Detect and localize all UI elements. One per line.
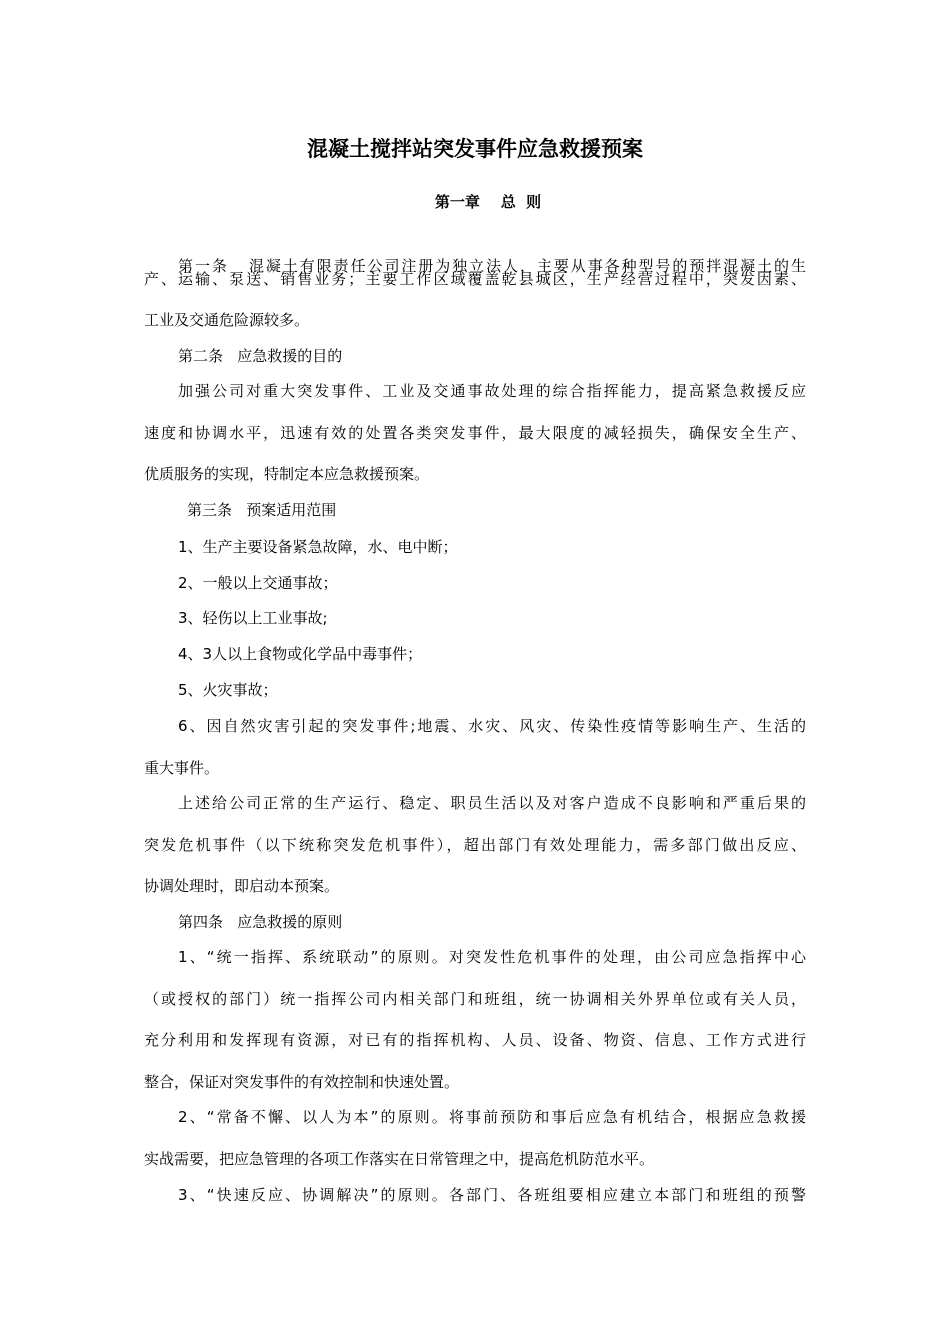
paragraph-line: 第二条 应急救援的目的 [178, 347, 343, 365]
paragraph-line: 重大事件。 [144, 759, 220, 777]
paragraph-line: 协调处理时，即启动本预案。 [144, 877, 340, 895]
paragraph-line: 第一条 混凝土有限责任公司注册为独立法人，主要从事各种型号的预拌混凝土的生 [178, 257, 806, 275]
paragraph-line: 6、因自然灾害引起的突发事件;地震、水灾、风灾、传染性疫情等影响生产、生活的 [178, 717, 806, 735]
paragraph-line: 5、火灾事故； [178, 681, 278, 699]
paragraph-line: 1、生产主要设备紧急故障，水、电中断； [178, 538, 458, 556]
paragraph-line: 第三条 预案适用范围 [187, 501, 337, 519]
paragraph-line: 3、轻伤以上工业事故; [178, 609, 328, 627]
paragraph-line: 1、“统一指挥、系统联动”的原则。对突发性危机事件的处理，由公司应急指挥中心 [178, 948, 806, 966]
chapter-heading: 第一章 总 则 [434, 193, 542, 211]
paragraph-line: 工业及交通危险源较多。 [144, 311, 310, 329]
paragraph-line: 实战需要，把应急管理的各项工作落实在日常管理之中，提高危机防范水平。 [144, 1150, 655, 1168]
paragraph-line: 4、3人以上食物或化学品中毒事件； [178, 645, 423, 663]
paragraph-line: 突发危机事件（以下统称突发危机事件），超出部门有效处理能力，需多部门做出反应、 [144, 836, 806, 854]
paragraph-line: 加强公司对重大突发事件、工业及交通事故处理的综合指挥能力，提高紧急救援反应 [178, 382, 806, 400]
paragraph-line: 第四条 应急救援的原则 [178, 913, 343, 931]
paragraph-line: 整合，保证对突发事件的有效控制和快速处置。 [144, 1073, 460, 1091]
document-title: 混凝土搅拌站突发事件应急救援预案 [307, 137, 643, 161]
paragraph-line: 速度和协调水平，迅速有效的处置各类突发事件，最大限度的减轻损失，确保安全生产、 [144, 424, 806, 442]
paragraph-line: 2、“常备不懈、以人为本”的原则。将事前预防和事后应急有机结合，根据应急救援 [178, 1108, 806, 1126]
paragraph-line: （或授权的部门）统一指挥公司内相关部门和班组，统一协调相关外界单位或有关人员， [144, 990, 806, 1008]
paragraph-line: 3、“快速反应、协调解决”的原则。各部门、各班组要相应建立本部门和班组的预警 [178, 1186, 806, 1204]
paragraph-line: 上述给公司正常的生产运行、稳定、职员生活以及对客户造成不良影响和严重后果的 [178, 794, 806, 812]
paragraph-line: 产、运输、泵送、销售业务；主要工作区域覆盖乾县城区，生产经营过程中，突发因素、 [144, 270, 806, 288]
paragraph-line: 充分利用和发挥现有资源，对已有的指挥机构、人员、设备、物资、信息、工作方式进行 [144, 1031, 806, 1049]
paragraph-line: 优质服务的实现，特制定本应急救援预案。 [144, 465, 430, 483]
paragraph-line: 2、一般以上交通事故； [178, 574, 338, 592]
